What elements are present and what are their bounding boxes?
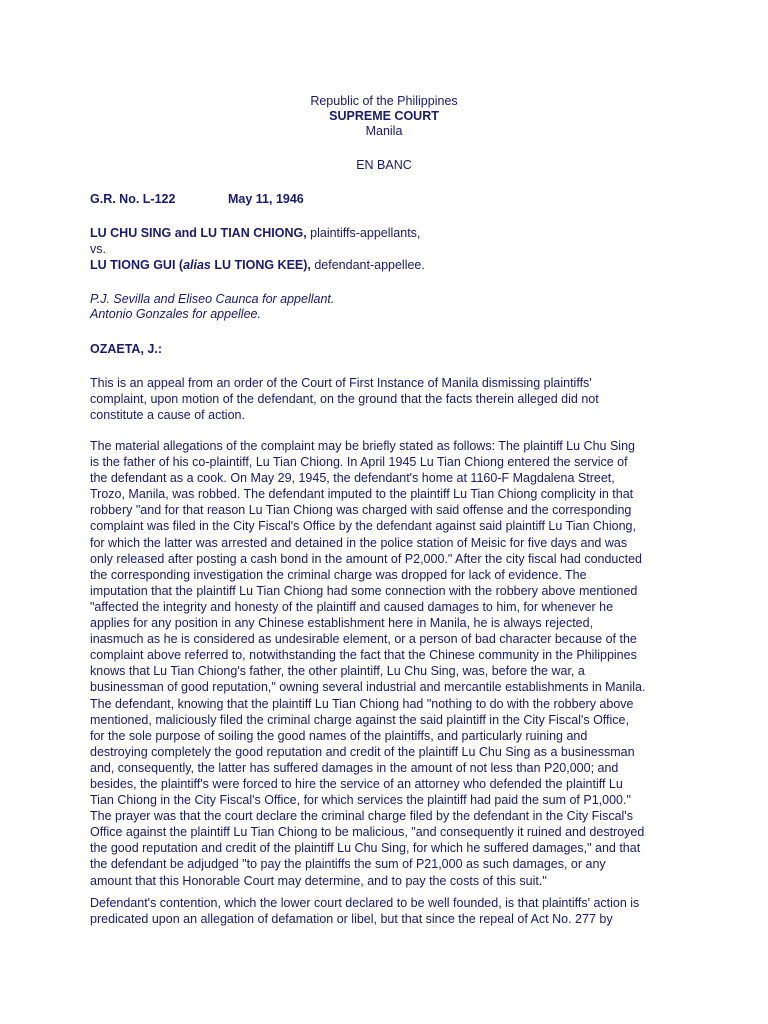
paragraph-line: The material allegations of the complaint may be briefly stated as follows: The plaintiff Lu Chu Sing [90, 439, 635, 453]
paragraph-line: imputation that the plaintiff Lu Tian Chiong had some connection with the robbery above mentioned [90, 583, 638, 598]
paragraph-line: constitute a cause of action. [90, 408, 245, 423]
paragraph-line: businessman of good reputation," owning several industrial and mercantile establishments in Manila. [90, 680, 646, 695]
plaintiffs-role: plaintiffs-appellants, [306, 226, 421, 240]
paragraph-1 [90, 375, 690, 423]
defendant-line [90, 258, 425, 273]
paragraph-line: the defendant as a cook. On May 29, 1945, the defendant's home at 1160-F Magdalena Street, [90, 471, 615, 486]
paragraph-line: besides, the plaintiff's were forced to hire the service of an attorney who defended the plaintiff Lu [90, 776, 623, 791]
paragraph-line: knows that Lu Tian Chiong's father, the other plaintiff, Lu Chu Sing, was, before the war, a [90, 664, 585, 679]
paragraph-line: This is an appeal from an order of the Court of First Instance of Manila dismissing plaintiffs' [90, 376, 592, 390]
counsel-appellant: P.J. Sevilla and Eliseo Caunca for appellant. [90, 292, 335, 306]
paragraph-line: complaint, upon motion of the defendant, on the ground that the facts therein alleged did not [90, 392, 599, 407]
paragraph-line: The prayer was that the court declare the criminal charge filed by the defendant in the City Fiscal's [90, 809, 633, 824]
paragraph-line: predicated upon an allegation of defamation or libel, but that since the repeal of Act No. 277 by [90, 912, 613, 927]
paragraph-line: Tian Chiong in the City Fiscal's Office, for which services the plaintiff had paid the sum of P1,000." [90, 793, 631, 808]
paragraph-line: for the sole purpose of soiling the good names of the plaintiffs, and particularly ruining and [90, 728, 588, 743]
counsel-appellee: Antonio Gonzales for appellee. [90, 307, 261, 321]
case-date: May 11, 1946 [228, 192, 304, 206]
paragraph-line: destroying completely the good reputation and credit of the plaintiff Lu Chu Sing as a businessman [90, 744, 635, 759]
plaintiffs-names: LU CHU SING and LU TIAN CHIONG, [90, 226, 307, 240]
case-number: G.R. No. L-122 [90, 192, 176, 206]
paragraph-line: the defendant be adjudged "to pay the plaintiffs the sum of P21,000 as such damages, or any [90, 857, 606, 872]
paragraph-2 [90, 438, 690, 889]
country-heading: Republic of the Philippines [310, 94, 458, 108]
paragraph-line: is the father of his co-plaintiff, Lu Tian Chiong. In April 1945 Lu Tian Chiong entered the service of [90, 455, 628, 470]
paragraph-line: complaint above referred to, notwithstanding the fact that the Chinese community in the Philippines [90, 648, 637, 663]
paragraph-line: the good reputation and credit of the plaintiff Lu Chu Sing, for which he suffered damages," and that [90, 841, 641, 856]
division-heading: EN BANC [356, 158, 412, 172]
justice-heading: OZAETA, J.: [90, 342, 162, 356]
paragraph-line: only released after posting a cash bond in the amount of P2,000." After the city fiscal had conducted [90, 551, 643, 566]
paragraph-line: mentioned, maliciously filed the criminal charge against the said plaintiff in the City Fiscal's Office, [90, 712, 629, 727]
paragraph-line: robbery "and for that reason Lu Tian Chiong was charged with said offense and the corresponding [90, 503, 632, 518]
paragraph-3 [90, 895, 690, 927]
versus-text: vs. [90, 242, 106, 256]
paragraph-line: Defendant's contention, which the lower court declared to be well founded, is that plaintiffs' action is [90, 896, 640, 910]
paragraph-line: Office against the plaintiff Lu Tian Chiong to be malicious, "and consequently it ruined and destroyed [90, 825, 645, 840]
paragraph-line: inasmuch as he is considered as undesirable element, or a person of bad character because of the [90, 632, 637, 647]
paragraph-line: Trozo, Manila, was robbed. The defendant imputed to the plaintiff Lu Tian Chiong complicity in that [90, 487, 634, 502]
paragraph-line: for which the latter was arrested and detained in the police station of Meisic for five days and was [90, 535, 628, 550]
paragraph-line: The defendant, knowing that the plaintiff Lu Tian Chiong had "nothing to do with the robbery above [90, 696, 634, 711]
city-heading: Manila [365, 124, 403, 138]
plaintiffs-line [90, 226, 420, 241]
court-heading: SUPREME COURT [329, 109, 439, 123]
paragraph-line: the corresponding investigation the criminal charge was dropped for lack of evidence. The [90, 567, 587, 582]
paragraph-line: amount that this Honorable Court may determine, and to pay the costs of this suit." [90, 873, 547, 888]
defendant-name: LU TIONG GUI ( [90, 258, 184, 272]
paragraph-line: and, consequently, the latter has suffered damages in the amount of not less than P20,000; and [90, 760, 619, 775]
defendant-alias-name: LU TIONG KEE), [210, 258, 311, 272]
defendant-role: defendant-appellee. [310, 258, 425, 272]
paragraph-line: "affected the integrity and honesty of the plaintiff and caused damages to him, for whenever he [90, 599, 614, 614]
paragraph-line: complaint was filed in the City Fiscal's Office by the defendant against said plaintiff Lu Tian Chiong, [90, 519, 636, 534]
defendant-alias-word: alias [183, 258, 211, 272]
paragraph-line: applies for any position in any Chinese establishment here in Manila, he is always rejected, [90, 616, 594, 631]
